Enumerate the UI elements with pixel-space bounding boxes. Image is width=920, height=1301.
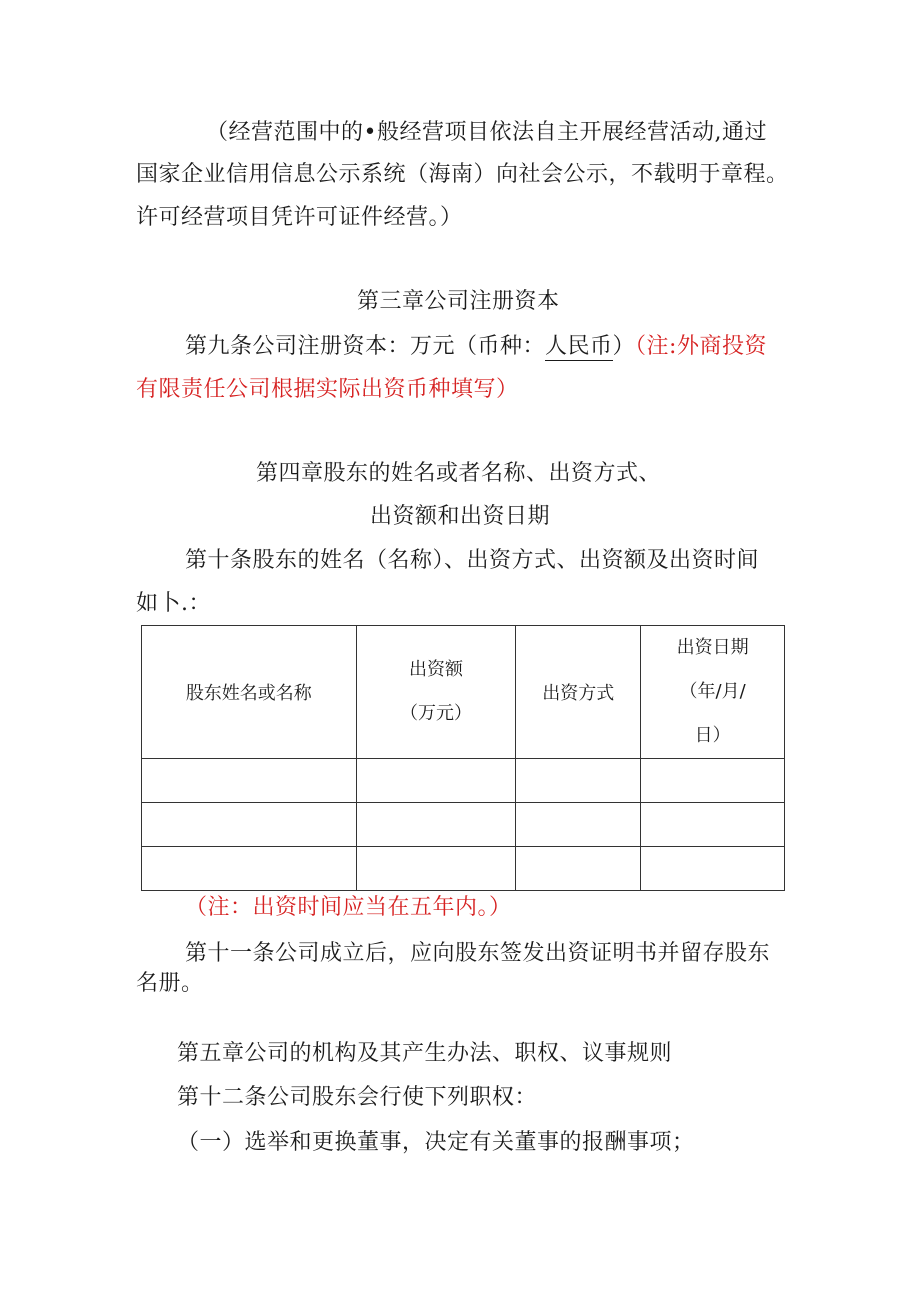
chapter-4-title-line-1: 第四章股东的姓名或者名称、出资方式、 — [256, 461, 662, 486]
article-9-close: ） — [612, 334, 636, 359]
table-cell[interactable] — [641, 803, 785, 847]
article-9-text: 第九条公司注册资本：万元（币种： — [185, 334, 546, 359]
header-date-label: 出资日期 — [676, 637, 749, 658]
table-cell[interactable] — [641, 847, 785, 891]
header-contribution-amount — [356, 626, 516, 759]
header-contribution-date — [641, 626, 785, 759]
table-cell[interactable] — [356, 847, 516, 891]
table-note: （注：出资时间应当在五年内。） — [185, 895, 512, 920]
table-cell[interactable] — [641, 759, 785, 803]
scope-note-line-1: （经营范围中的•般经营项目依法自主开展经营活动,通过 — [206, 120, 767, 145]
article-9 — [185, 332, 767, 362]
table-cell[interactable] — [356, 759, 516, 803]
chapter-3-title: 第三章公司注册资本 — [357, 289, 560, 314]
scope-note-line-3: 许可经营项目凭许可证件经营。） — [136, 205, 463, 230]
header-shareholder-name: 股东姓名或名称 — [142, 626, 357, 759]
table-header-row — [142, 626, 785, 759]
table-row — [142, 803, 785, 847]
article-10-line-1: 第十条股东的姓名（名称）、出资方式、出资额及出资时间 — [185, 548, 760, 573]
article-10-line-2: 如卜.： — [136, 591, 211, 616]
currency-value: 人民币 — [545, 334, 613, 359]
contribution-table — [141, 625, 785, 891]
scope-note-line-2: 国家企业信用信息公示系统（海南）向社会公示，不载明于章程。 — [136, 162, 789, 187]
header-amount-label: 出资额 — [409, 659, 463, 680]
header-date-format-2: 日） — [694, 725, 731, 746]
table-cell[interactable] — [516, 847, 641, 891]
chapter-4-title-line-2: 出资额和出资日期 — [370, 504, 551, 529]
chapter-5-title: 第五章公司的机构及其产生办法、职权、议事规则 — [177, 1041, 673, 1066]
table-row — [142, 847, 785, 891]
table-cell[interactable] — [516, 803, 641, 847]
header-date-format-1: （年/月/ — [679, 681, 746, 702]
article-9-note-end: 有限责任公司根据实际出资币种填写） — [136, 377, 519, 402]
table-cell[interactable] — [356, 803, 516, 847]
article-11-line-2: 名册。 — [136, 971, 204, 996]
header-amount-unit: （万元） — [400, 703, 472, 724]
table-row — [142, 759, 785, 803]
table-cell[interactable] — [142, 847, 357, 891]
table-cell[interactable] — [142, 759, 357, 803]
article-11-line-1: 第十一条公司成立后，应向股东签发出资证明书并留存股东 — [185, 941, 771, 966]
article-12-item-1: （一）选举和更换董事，决定有关董事的报酬事项； — [177, 1130, 695, 1155]
article-9-note-start: （注:外商投资 — [635, 334, 767, 359]
table-cell[interactable] — [516, 759, 641, 803]
article-12: 第十二条公司股东会行使下列职权： — [177, 1085, 538, 1110]
table-cell[interactable] — [142, 803, 357, 847]
header-contribution-method: 出资方式 — [516, 626, 641, 759]
